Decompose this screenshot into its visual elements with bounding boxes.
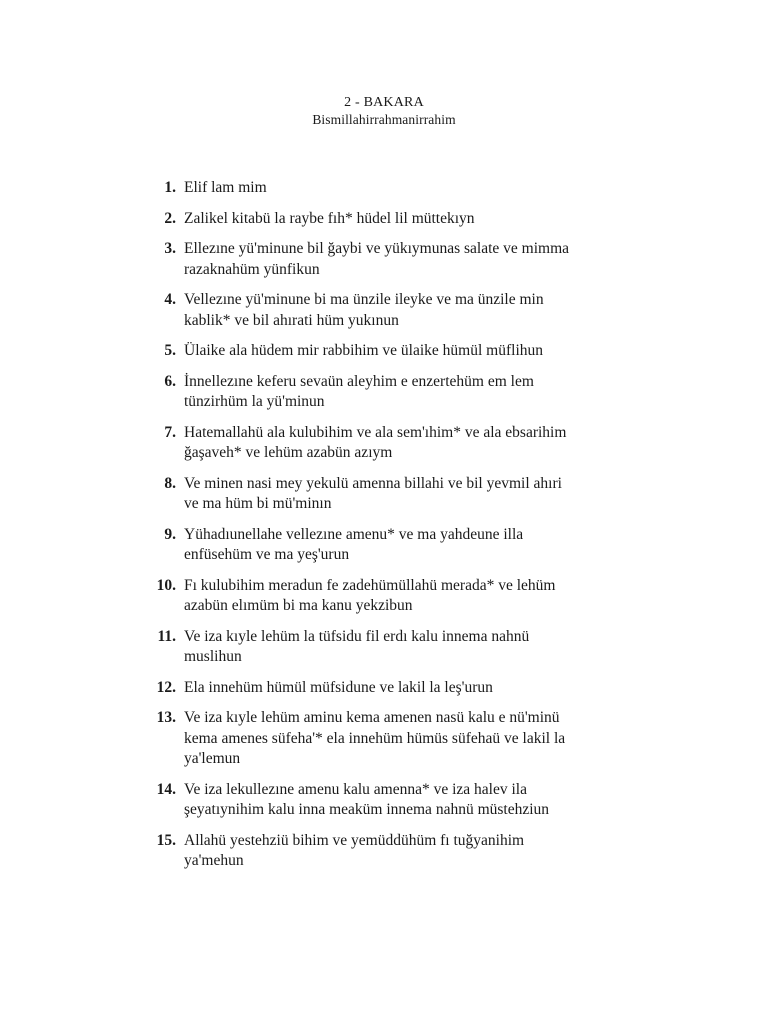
verse-item: [140, 423, 570, 464]
verse-item: [140, 627, 570, 668]
verse-number: 15.: [156, 831, 176, 849]
verse-text: Ve iza lekullezıne amenu kalu amenna* ve iza halev ila şeyatıynihim kalu inna meaküm innema nahnü müstehziun: [184, 780, 550, 818]
verse-number: 7.: [164, 423, 176, 441]
verse-number: 3.: [164, 240, 176, 257]
verse-text: Zalikel kitabü la raybe fıh* hüdel lil müttekıyn: [184, 209, 475, 227]
verse-item: [140, 780, 570, 821]
verse-item: [140, 474, 570, 515]
verse-number: 2.: [164, 209, 176, 227]
verse-text: Ve iza kıyle lehüm la tüfsidu fil erdı kalu innema nahnü muslihun: [184, 627, 530, 665]
verse-text: İnnellezıne keferu sevaün aleyhim e enzertehüm em lem tünzirhüm la yü'minun: [184, 372, 534, 410]
verse-list: [140, 178, 570, 882]
verse-item: [140, 341, 570, 362]
verse-text: Allahü yestehziü bihim ve yemüddühüm fı tuğyanihim ya'mehun: [184, 831, 525, 869]
verse-text: Elif lam mim: [184, 179, 267, 196]
verse-item: [140, 708, 570, 770]
verse-number: 10.: [156, 576, 176, 594]
verse-text: Ellezıne yü'minune bil ğaybi ve yükıymunas salate ve mimma razaknahüm yünfikun: [184, 240, 570, 278]
verse-item: [140, 831, 570, 872]
verse-number: 12.: [156, 678, 176, 696]
verse-item: [140, 576, 570, 617]
basmala-subtitle: Bismillahirrahmanirrahim: [312, 112, 456, 127]
verse-text: Fı kulubihim meradun fe zadehümüllahü merada* ve lehüm azabün elımüm bi ma kanu yekzibun: [184, 576, 556, 614]
verse-number: 5.: [164, 342, 176, 359]
verse-text: Ela innehüm hümül müfsidune ve lakil la leş'urun: [184, 678, 493, 696]
verse-number: 8.: [164, 474, 176, 492]
verse-text: Hatemallahü ala kulubihim ve ala sem'ıhim* ve ala ebsarihim ğaşaveh* ve lehüm azabün azıym: [184, 423, 567, 461]
verse-item: [140, 525, 570, 566]
verse-text: Yühadıunellahe vellezıne amenu* ve ma yahdeune illa enfüsehüm ve ma yeş'urun: [184, 525, 524, 563]
verse-text: Ve iza kıyle lehüm aminu kema amenen nasü kalu e nü'minü kema amenes süfeha'* ela innehüm hümüs süfehaü ve lakil la ya'lemun: [184, 709, 566, 767]
verse-text: Ve minen nasi mey yekulü amenna billahi ve bil yevmil ahıri ve ma hüm bi mü'minın: [184, 474, 562, 512]
verse-item: [140, 678, 570, 699]
verse-text: Vellezıne yü'minune bi ma ünzile ileyke ve ma ünzile min kablik* ve bil ahırati hüm yukınun: [184, 291, 544, 329]
verse-item: [140, 290, 570, 331]
verse-item: [140, 239, 570, 280]
verse-text: Ülaike ala hüdem mir rabbihim ve ülaike hümül müflihun: [184, 342, 543, 359]
verse-number: 4.: [164, 291, 176, 308]
verse-number: 14.: [156, 780, 176, 798]
verse-item: [140, 209, 570, 230]
verse-item: [140, 178, 570, 199]
verse-number: 9.: [164, 525, 176, 543]
verse-number: 11.: [157, 627, 176, 645]
document-header: [0, 94, 768, 128]
verse-number: 1.: [164, 179, 176, 196]
surah-title: 2 - BAKARA: [344, 95, 424, 110]
verse-number: 6.: [164, 372, 176, 390]
verse-item: [140, 372, 570, 413]
verse-number: 13.: [156, 709, 176, 726]
